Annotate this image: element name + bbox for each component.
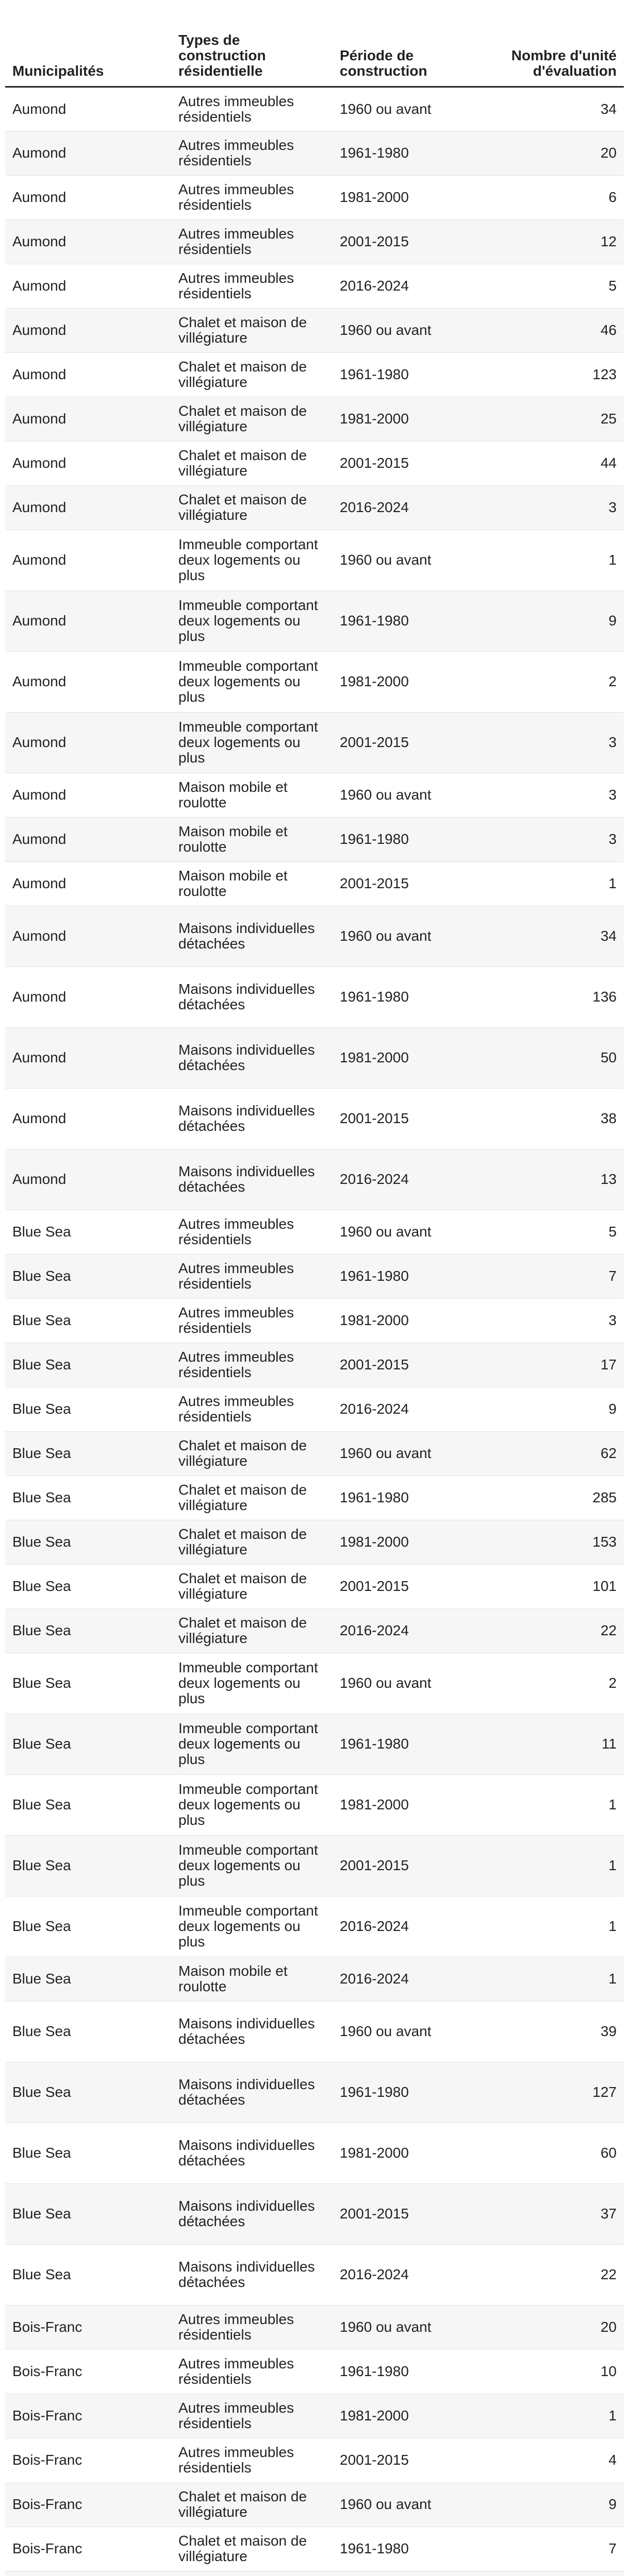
- cell-periode: 1961-1980: [333, 1714, 502, 1774]
- cell-municipalite: [5, 2571, 171, 2576]
- cell-municipalite: Bois-Franc: [5, 2305, 171, 2349]
- table-row: [5, 2438, 624, 2482]
- cell-type: Autres immeubles résidentiels: [171, 87, 333, 131]
- cell-nombre: 3: [502, 485, 624, 530]
- cell-nombre: 285: [502, 1476, 624, 1520]
- cell-nombre: 60: [502, 2123, 624, 2183]
- cell-type: Immeuble comportant deux logements ou plus: [171, 1653, 333, 1714]
- cell-municipalite: Aumond: [5, 651, 171, 712]
- cell-nombre: 3: [502, 817, 624, 861]
- cell-periode: 1960 ou avant: [333, 87, 502, 131]
- cell-type: Autres immeubles résidentiels: [171, 219, 333, 264]
- cell-nombre: 50: [502, 1027, 624, 1088]
- cell-municipalite: Blue Sea: [5, 1896, 171, 1957]
- table-row: [5, 2183, 624, 2244]
- table-row: [5, 1343, 624, 1387]
- cell-nombre: 38: [502, 1088, 624, 1149]
- cell-municipalite: Aumond: [5, 87, 171, 131]
- column-header-types[interactable]: Types de construction résidentielle: [171, 20, 333, 87]
- cell-periode: 2001-2015: [333, 1088, 502, 1149]
- table-row: [5, 131, 624, 175]
- cell-nombre: 25: [502, 397, 624, 441]
- cell-type: Immeuble comportant deux logements ou plus: [171, 590, 333, 651]
- cell-type: Autres immeubles résidentiels: [171, 2349, 333, 2394]
- cell-type: Maisons individuelles détachées: [171, 906, 333, 967]
- cell-municipalite: Aumond: [5, 861, 171, 906]
- cell-type: Autres immeubles résidentiels: [171, 1210, 333, 1254]
- table-row: [5, 1387, 624, 1431]
- column-header-municipalites[interactable]: Municipalités: [5, 20, 171, 87]
- cell-nombre: 3: [502, 773, 624, 817]
- table-row: [5, 590, 624, 651]
- cell-periode: 1981-2000: [333, 2394, 502, 2438]
- cell-periode: 2001-2015: [333, 1564, 502, 1608]
- cell-type: Immeuble comportant deux logements ou plus: [171, 530, 333, 590]
- cell-periode: 1981-2000: [333, 397, 502, 441]
- table-row: [5, 1564, 624, 1608]
- cell-type: Maison mobile et roulotte: [171, 817, 333, 861]
- cell-type: Autres immeubles résidentiels: [171, 131, 333, 175]
- cell-periode: 1961-1980: [333, 2062, 502, 2123]
- cell-nombre: 9: [502, 2482, 624, 2527]
- cell-type: Immeuble comportant deux logements ou plus: [171, 1714, 333, 1774]
- cell-periode: 2016-2024: [333, 1387, 502, 1431]
- cell-periode: 1960 ou avant: [333, 2482, 502, 2527]
- cell-type: Chalet et maison de villégiature: [171, 1564, 333, 1608]
- table-row: [5, 2482, 624, 2527]
- table-row: [5, 651, 624, 712]
- cell-type: Maisons individuelles détachées: [171, 2062, 333, 2123]
- cell-periode: 1961-1980: [333, 2527, 502, 2571]
- cell-periode: 2016-2024: [333, 2244, 502, 2305]
- cell-type: Immeuble comportant deux logements ou plus: [171, 712, 333, 773]
- cell-type: Autres immeubles résidentiels: [171, 2394, 333, 2438]
- cell-municipalite: Blue Sea: [5, 1387, 171, 1431]
- cell-periode: 2001-2015: [333, 861, 502, 906]
- cell-municipalite: Blue Sea: [5, 1298, 171, 1343]
- cell-municipalite: Aumond: [5, 1149, 171, 1210]
- table-row: [5, 219, 624, 264]
- cell-nombre: 17: [502, 1343, 624, 1387]
- cell-municipalite: Bois-Franc: [5, 2349, 171, 2394]
- cell-nombre: 3: [502, 712, 624, 773]
- cell-municipalite: Aumond: [5, 590, 171, 651]
- cell-periode: 1981-2000: [333, 175, 502, 219]
- cell-nombre: 39: [502, 2001, 624, 2062]
- cell-type: Maisons individuelles détachées: [171, 2244, 333, 2305]
- cell-nombre: 34: [502, 906, 624, 967]
- table-row: [5, 2244, 624, 2305]
- table-row: [5, 530, 624, 590]
- cell-nombre: 9: [502, 590, 624, 651]
- cell-municipalite: Blue Sea: [5, 1714, 171, 1774]
- cell-municipalite: Bois-Franc: [5, 2527, 171, 2571]
- cell-type: Chalet et maison de villégiature: [171, 308, 333, 352]
- cell-periode: 1960 ou avant: [333, 1210, 502, 1254]
- table-row: [5, 1431, 624, 1476]
- cell-periode: 1981-2000: [333, 2123, 502, 2183]
- cell-type: Maisons individuelles détachées: [171, 967, 333, 1027]
- cell-nombre: 127: [502, 2062, 624, 2123]
- cell-nombre: 1: [502, 530, 624, 590]
- cell-periode: 1961-1980: [333, 817, 502, 861]
- cell-type: Maisons individuelles détachées: [171, 2123, 333, 2183]
- cell-nombre: 2: [502, 1653, 624, 1714]
- cell-municipalite: Blue Sea: [5, 1210, 171, 1254]
- cell-type: Autres immeubles résidentiels: [171, 1387, 333, 1431]
- cell-type: Chalet et maison de villégiature: [171, 2527, 333, 2571]
- table-row: [5, 1520, 624, 1564]
- table-row: [5, 1957, 624, 2001]
- table-row: [5, 1298, 624, 1343]
- table-row: [5, 1149, 624, 1210]
- cell-type: Autres immeubles résidentiels: [171, 2305, 333, 2349]
- cell-type: Immeuble comportant deux logements ou plus: [171, 1896, 333, 1957]
- cell-periode: 2001-2015: [333, 441, 502, 485]
- cell-periode: 1961-1980: [333, 967, 502, 1027]
- cell-municipalite: Aumond: [5, 219, 171, 264]
- table-row: [5, 2349, 624, 2394]
- cell-periode: [333, 2571, 502, 2576]
- cell-nombre: 20: [502, 131, 624, 175]
- cell-municipalite: Blue Sea: [5, 2001, 171, 2062]
- cell-municipalite: Blue Sea: [5, 2183, 171, 2244]
- cell-nombre: 4: [502, 2438, 624, 2482]
- table-row: [5, 352, 624, 397]
- cell-municipalite: Bois-Franc: [5, 2438, 171, 2482]
- cell-type: Immeuble comportant deux logements ou plus: [171, 651, 333, 712]
- cell-type: Maisons individuelles détachées: [171, 1027, 333, 1088]
- cell-periode: 1981-2000: [333, 1298, 502, 1343]
- cell-municipalite: Aumond: [5, 1027, 171, 1088]
- cell-type: Maison mobile et roulotte: [171, 773, 333, 817]
- table-row: [5, 485, 624, 530]
- cell-municipalite: Blue Sea: [5, 1774, 171, 1835]
- cell-type: Autres immeubles résidentiels: [171, 264, 333, 308]
- cell-municipalite: Aumond: [5, 712, 171, 773]
- cell-nombre: 7: [502, 2527, 624, 2571]
- cell-municipalite: Aumond: [5, 264, 171, 308]
- cell-nombre: 5: [502, 264, 624, 308]
- cell-periode: 1981-2000: [333, 1027, 502, 1088]
- table-row: [5, 1210, 624, 1254]
- cell-nombre: 62: [502, 1431, 624, 1476]
- cell-type: Chalet et maison de villégiature: [171, 1608, 333, 1653]
- cell-nombre: 2: [502, 651, 624, 712]
- cell-nombre: 12: [502, 219, 624, 264]
- cell-type: Chalet et maison de villégiature: [171, 397, 333, 441]
- cell-nombre: 44: [502, 441, 624, 485]
- cell-periode: 1961-1980: [333, 1476, 502, 1520]
- table-row: [5, 2305, 624, 2349]
- cell-periode: 1960 ou avant: [333, 2305, 502, 2349]
- cell-municipalite: Aumond: [5, 352, 171, 397]
- cell-nombre: 11: [502, 1714, 624, 1774]
- cell-nombre: 5: [502, 1210, 624, 1254]
- table-row: [5, 397, 624, 441]
- cell-nombre: 22: [502, 1608, 624, 1653]
- cell-nombre: 13: [502, 1149, 624, 1210]
- cell-municipalite: Bois-Franc: [5, 2394, 171, 2438]
- cell-type: Maisons individuelles détachées: [171, 1149, 333, 1210]
- table-row: [5, 1608, 624, 1653]
- cell-periode: 2001-2015: [333, 2183, 502, 2244]
- cell-municipalite: Blue Sea: [5, 2123, 171, 2183]
- cell-type: Maison mobile et roulotte: [171, 861, 333, 906]
- cell-municipalite: Blue Sea: [5, 1343, 171, 1387]
- cell-periode: 1960 ou avant: [333, 2001, 502, 2062]
- table-row: [5, 906, 624, 967]
- cell-type: Immeuble comportant deux logements ou plus: [171, 1774, 333, 1835]
- cell-nombre: 1: [502, 2394, 624, 2438]
- cell-nombre: 22: [502, 2244, 624, 2305]
- table-row: [5, 264, 624, 308]
- cell-municipalite: Blue Sea: [5, 1608, 171, 1653]
- cell-periode: 1960 ou avant: [333, 308, 502, 352]
- column-header-nombre[interactable]: Nombre d'unité d'évaluation: [502, 20, 624, 87]
- cell-nombre: 10: [502, 2349, 624, 2394]
- cell-type: Chalet et maison de villégiature: [171, 485, 333, 530]
- cell-periode: 2001-2015: [333, 1343, 502, 1387]
- cell-municipalite: Blue Sea: [5, 1957, 171, 2001]
- cell-type: Chalet et maison de villégiature: [171, 352, 333, 397]
- cell-periode: 2016-2024: [333, 1608, 502, 1653]
- cell-nombre: 153: [502, 1520, 624, 1564]
- cell-municipalite: Aumond: [5, 1088, 171, 1149]
- cell-periode: 2001-2015: [333, 219, 502, 264]
- cell-municipalite: Blue Sea: [5, 1476, 171, 1520]
- cell-municipalite: Blue Sea: [5, 1520, 171, 1564]
- table-row: [5, 861, 624, 906]
- table-body: [5, 87, 624, 2576]
- cell-nombre: 1: [502, 1896, 624, 1957]
- table-row: [5, 175, 624, 219]
- cell-type: Autres immeubles résidentiels: [171, 175, 333, 219]
- cell-municipalite: Blue Sea: [5, 1564, 171, 1608]
- cell-periode: 2016-2024: [333, 485, 502, 530]
- cell-nombre: 34: [502, 87, 624, 131]
- cell-type: Maisons individuelles détachées: [171, 1088, 333, 1149]
- table-row: [5, 1774, 624, 1835]
- data-table: [5, 20, 624, 2576]
- cell-periode: 1960 ou avant: [333, 1431, 502, 1476]
- cell-nombre: 20: [502, 2305, 624, 2349]
- table-row: [5, 2527, 624, 2571]
- cell-nombre: 9: [502, 1387, 624, 1431]
- cell-type: Chalet et maison de villégiature: [171, 1431, 333, 1476]
- table-row: [5, 1653, 624, 1714]
- cell-nombre: 3: [502, 1298, 624, 1343]
- cell-periode: 1981-2000: [333, 651, 502, 712]
- cell-municipalite: Aumond: [5, 175, 171, 219]
- cell-nombre: 136: [502, 967, 624, 1027]
- cell-type: Autres immeubles résidentiels: [171, 2438, 333, 2482]
- cell-periode: 1981-2000: [333, 1774, 502, 1835]
- cell-periode: 2016-2024: [333, 1957, 502, 2001]
- cell-municipalite: Aumond: [5, 397, 171, 441]
- cell-municipalite: Aumond: [5, 906, 171, 967]
- cell-type: Autres immeubles résidentiels: [171, 1298, 333, 1343]
- table-row: [5, 967, 624, 1027]
- cell-type: Autres immeubles résidentiels: [171, 1254, 333, 1298]
- cell-municipalite: Aumond: [5, 308, 171, 352]
- table-row: [5, 441, 624, 485]
- table-row: [5, 712, 624, 773]
- cell-nombre: 37: [502, 2183, 624, 2244]
- table-row: [5, 2571, 624, 2576]
- cell-municipalite: Aumond: [5, 967, 171, 1027]
- cell-municipalite: Blue Sea: [5, 1431, 171, 1476]
- column-header-periode[interactable]: Période de construction: [333, 20, 502, 87]
- cell-periode: 2001-2015: [333, 1835, 502, 1896]
- cell-type: Chalet et maison de villégiature: [171, 441, 333, 485]
- cell-periode: 2016-2024: [333, 264, 502, 308]
- cell-periode: 1960 ou avant: [333, 906, 502, 967]
- table-row: [5, 308, 624, 352]
- cell-type: Autres immeubles résidentiels: [171, 1343, 333, 1387]
- cell-periode: 1961-1980: [333, 131, 502, 175]
- table-row: [5, 773, 624, 817]
- cell-nombre: 1: [502, 1835, 624, 1896]
- cell-nombre: 7: [502, 1254, 624, 1298]
- cell-nombre: [502, 2571, 624, 2576]
- cell-periode: 1961-1980: [333, 352, 502, 397]
- cell-nombre: 46: [502, 308, 624, 352]
- cell-periode: 2016-2024: [333, 1896, 502, 1957]
- cell-periode: 1960 ou avant: [333, 530, 502, 590]
- cell-periode: 2001-2015: [333, 2438, 502, 2482]
- table-row: [5, 1027, 624, 1088]
- cell-type: Chalet et maison de villégiature: [171, 1476, 333, 1520]
- cell-municipalite: Blue Sea: [5, 1254, 171, 1298]
- cell-type: Chalet et maison de villégiature: [171, 1520, 333, 1564]
- cell-municipalite: Aumond: [5, 441, 171, 485]
- cell-type: [171, 2571, 333, 2576]
- cell-municipalite: Aumond: [5, 131, 171, 175]
- table-row: [5, 2001, 624, 2062]
- cell-type: Chalet et maison de villégiature: [171, 2482, 333, 2527]
- cell-municipalite: Aumond: [5, 773, 171, 817]
- cell-municipalite: Aumond: [5, 530, 171, 590]
- cell-municipalite: Aumond: [5, 817, 171, 861]
- table-header: [5, 20, 624, 87]
- cell-periode: 1960 ou avant: [333, 773, 502, 817]
- cell-nombre: 1: [502, 1774, 624, 1835]
- table-row: [5, 2394, 624, 2438]
- table-row: [5, 1714, 624, 1774]
- cell-type: Maisons individuelles détachées: [171, 2001, 333, 2062]
- cell-nombre: 1: [502, 1957, 624, 2001]
- cell-periode: 1981-2000: [333, 1520, 502, 1564]
- cell-nombre: 123: [502, 352, 624, 397]
- cell-periode: 2016-2024: [333, 1149, 502, 1210]
- cell-municipalite: Blue Sea: [5, 2062, 171, 2123]
- table-row: [5, 1254, 624, 1298]
- table-row: [5, 1835, 624, 1896]
- cell-municipalite: Blue Sea: [5, 1835, 171, 1896]
- cell-periode: 2001-2015: [333, 712, 502, 773]
- table-row: [5, 1088, 624, 1149]
- table-row: [5, 87, 624, 131]
- cell-periode: 1961-1980: [333, 1254, 502, 1298]
- cell-periode: 1961-1980: [333, 2349, 502, 2394]
- table-row: [5, 1896, 624, 1957]
- cell-municipalite: Aumond: [5, 485, 171, 530]
- cell-nombre: 1: [502, 861, 624, 906]
- cell-type: Immeuble comportant deux logements ou plus: [171, 1835, 333, 1896]
- cell-municipalite: Blue Sea: [5, 2244, 171, 2305]
- cell-nombre: 101: [502, 1564, 624, 1608]
- cell-municipalite: Blue Sea: [5, 1653, 171, 1714]
- table-row: [5, 1476, 624, 1520]
- cell-type: Maisons individuelles détachées: [171, 2183, 333, 2244]
- cell-municipalite: Bois-Franc: [5, 2482, 171, 2527]
- table-row: [5, 817, 624, 861]
- cell-periode: 1960 ou avant: [333, 1653, 502, 1714]
- cell-nombre: 6: [502, 175, 624, 219]
- cell-type: Maison mobile et roulotte: [171, 1957, 333, 2001]
- table-row: [5, 2123, 624, 2183]
- table-row: [5, 2062, 624, 2123]
- cell-periode: 1961-1980: [333, 590, 502, 651]
